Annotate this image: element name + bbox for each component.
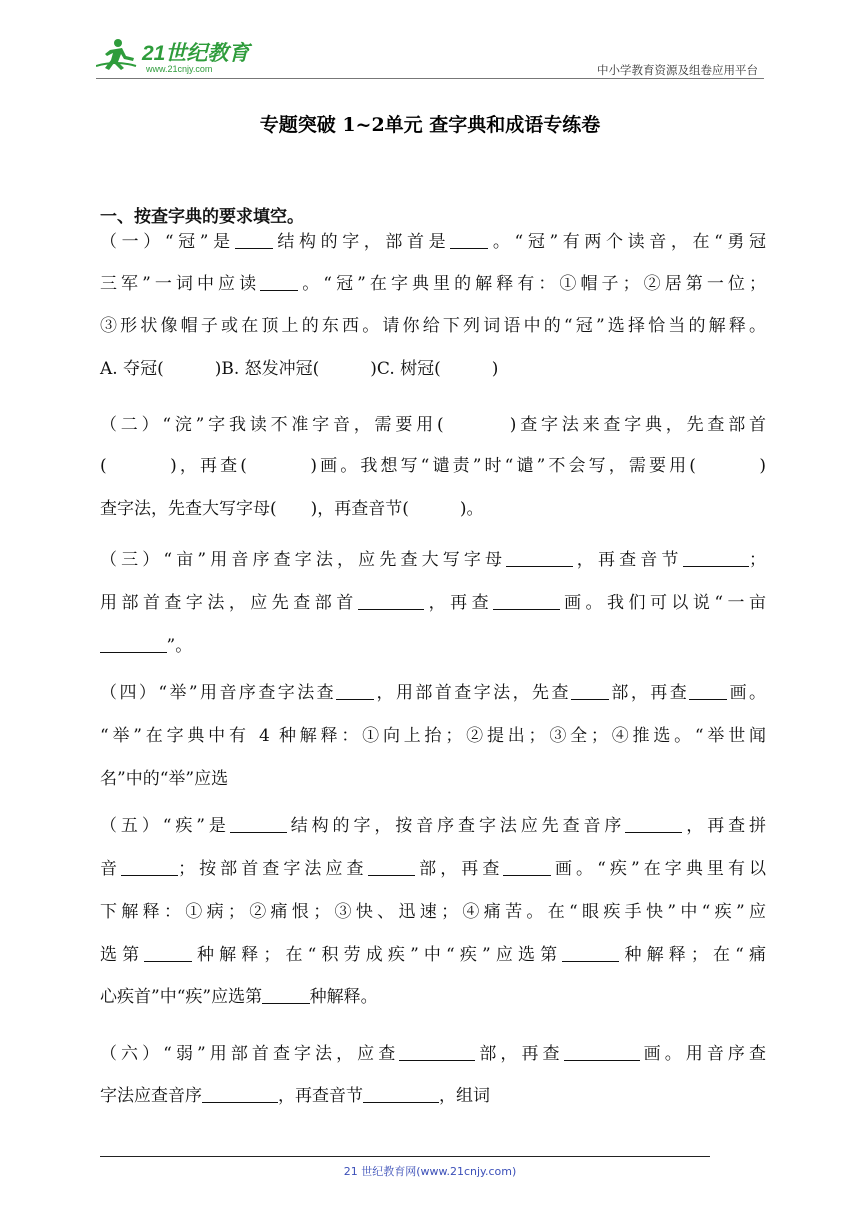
answer-blank[interactable] bbox=[100, 634, 167, 653]
page-header bbox=[96, 30, 764, 78]
question-text: 结构的字，部首是 bbox=[272, 232, 451, 252]
answer-blank[interactable] bbox=[368, 857, 416, 876]
question-text: （三）“亩”用音序查字法，应先查大写字母 bbox=[100, 550, 507, 570]
question-text: 部，再查 bbox=[475, 1044, 564, 1064]
question-text: 种解释；在“痛 bbox=[619, 945, 766, 965]
footer-divider bbox=[100, 1156, 710, 1157]
svg-text:www.21cnjy.com: www.21cnjy.com bbox=[146, 64, 213, 74]
question-text: 三军”一词中应读 bbox=[100, 274, 261, 294]
answer-blank[interactable] bbox=[571, 681, 609, 700]
question-text: ；按部首查字法应查 bbox=[178, 859, 368, 879]
question-line bbox=[100, 941, 766, 969]
question-text: （六）“弱”用部首查字法，应查 bbox=[100, 1044, 400, 1064]
question-line bbox=[100, 589, 766, 617]
answer-blank[interactable] bbox=[230, 814, 287, 833]
question-text: 结构的字，按音序查字法应先查音序 bbox=[286, 816, 626, 836]
question-line bbox=[100, 983, 378, 1011]
runner-icon bbox=[96, 39, 136, 70]
answer-blank[interactable] bbox=[625, 814, 682, 833]
section-heading: 一、按查字典的要求填空。 bbox=[100, 207, 304, 227]
answer-blank[interactable] bbox=[562, 943, 619, 962]
answer-blank[interactable] bbox=[689, 681, 727, 700]
question-text: ，再查 bbox=[424, 593, 494, 613]
page-footer: 21 世纪教育网(www.21cnjy.com) bbox=[343, 1165, 517, 1178]
answer-blank[interactable] bbox=[506, 548, 573, 567]
answer-blank[interactable] bbox=[683, 548, 750, 567]
question-line bbox=[100, 679, 766, 707]
question-line bbox=[100, 228, 766, 256]
question-text: 种解释。 bbox=[309, 987, 378, 1007]
question-text: ，再查音节 bbox=[278, 1086, 363, 1106]
answer-blank[interactable] bbox=[358, 591, 425, 610]
answer-blank[interactable] bbox=[564, 1042, 640, 1061]
question-text: ； bbox=[749, 550, 767, 570]
question-line bbox=[100, 855, 766, 883]
platform-name: 中小学教育资源及组卷应用平台 bbox=[597, 63, 758, 77]
question-text: 选第 bbox=[100, 945, 145, 965]
question-text: （二）“浣”字我读不准字音，需要用( )查字法来查字典，先查部首 bbox=[100, 415, 766, 435]
answer-blank[interactable] bbox=[450, 230, 488, 249]
question-text: 画。我们可以说“一亩 bbox=[559, 593, 767, 613]
question-text: ，再查拼 bbox=[682, 816, 767, 836]
question-text: ”。 bbox=[166, 636, 193, 656]
question-line bbox=[100, 1040, 766, 1068]
question-text: 心疾首”中“疾”应选第 bbox=[100, 987, 263, 1007]
question-line bbox=[100, 312, 766, 340]
question-text: ，用部首查字法，先查 bbox=[374, 683, 571, 703]
question-text: 名”中的“举”应选 bbox=[100, 769, 229, 789]
page-title: 专题突破 1~2单元 查字典和成语专练卷 bbox=[259, 114, 601, 136]
question-text: （一）“冠”是 bbox=[100, 232, 235, 252]
answer-blank[interactable] bbox=[336, 681, 374, 700]
question-text: 部，再查 bbox=[415, 859, 504, 879]
question-text: 用部首查字法，应先查部首 bbox=[100, 593, 358, 613]
question-text: ③形状像帽子或在顶上的东西。请你给下列词语中的“冠”选择恰当的解释。 bbox=[100, 316, 766, 336]
question-text: 下解释：①病；②痛恨；③快、迅速；④痛苦。在“眼疾手快”中“疾”应 bbox=[100, 902, 766, 922]
question-text: 查字法，先查大写字母( )，再查音节( )。 bbox=[100, 499, 484, 519]
answer-blank[interactable] bbox=[260, 272, 298, 291]
answer-blank[interactable] bbox=[144, 943, 192, 962]
question-text: 部，再查 bbox=[608, 683, 690, 703]
header-divider bbox=[96, 78, 764, 79]
question-text: ，组词 bbox=[439, 1086, 490, 1106]
question-text: ，再查音节 bbox=[572, 550, 683, 570]
question-line bbox=[100, 765, 228, 793]
question-line bbox=[100, 355, 498, 383]
question-line bbox=[100, 411, 766, 439]
question-line bbox=[100, 812, 766, 840]
svg-text:21世纪教育: 21世纪教育 bbox=[142, 42, 250, 65]
answer-blank[interactable] bbox=[399, 1042, 475, 1061]
question-text: 音 bbox=[100, 859, 122, 879]
answer-blank[interactable] bbox=[202, 1084, 278, 1103]
question-text: 画。 bbox=[727, 683, 767, 703]
answer-blank[interactable] bbox=[363, 1084, 439, 1103]
question-text: 种解释；在“积劳成疾”中“疾”应选第 bbox=[191, 945, 563, 965]
question-line bbox=[100, 546, 766, 574]
answer-blank[interactable] bbox=[493, 591, 560, 610]
question-text: ( )，再查( )画。我想写“谴责”时“谴”不会写，需要用( ) bbox=[100, 456, 766, 476]
question-line bbox=[100, 452, 766, 480]
question-text: （四）“举”用音序查字法查 bbox=[100, 683, 337, 703]
question-text: 。“冠”有两个读音，在“勇冠 bbox=[488, 232, 767, 252]
question-text: A. 夺冠( )B. 怒发冲冠( )C. 树冠( ) bbox=[100, 359, 499, 379]
question-text: 字法应查音序 bbox=[100, 1086, 202, 1106]
question-text: （五）“疾”是 bbox=[100, 816, 230, 836]
answer-blank[interactable] bbox=[235, 230, 273, 249]
answer-blank[interactable] bbox=[503, 857, 551, 876]
question-line bbox=[100, 1082, 490, 1110]
answer-blank[interactable] bbox=[262, 985, 310, 1004]
question-text: 画。用音序查 bbox=[639, 1044, 766, 1064]
question-line bbox=[100, 632, 192, 660]
question-line bbox=[100, 270, 766, 298]
question-line bbox=[100, 722, 766, 750]
site-logo bbox=[96, 36, 266, 76]
question-text: “举”在字典中有 4 种解释：①向上抬；②提出；③全；④推选。“举世闻 bbox=[100, 726, 766, 746]
answer-blank[interactable] bbox=[121, 857, 178, 876]
question-line bbox=[100, 898, 766, 926]
question-text: 画。“疾”在字典里有以 bbox=[550, 859, 766, 879]
question-line bbox=[100, 495, 484, 523]
question-text: 。“冠”在字典里的解释有：①帽子；②居第一位； bbox=[298, 274, 766, 294]
